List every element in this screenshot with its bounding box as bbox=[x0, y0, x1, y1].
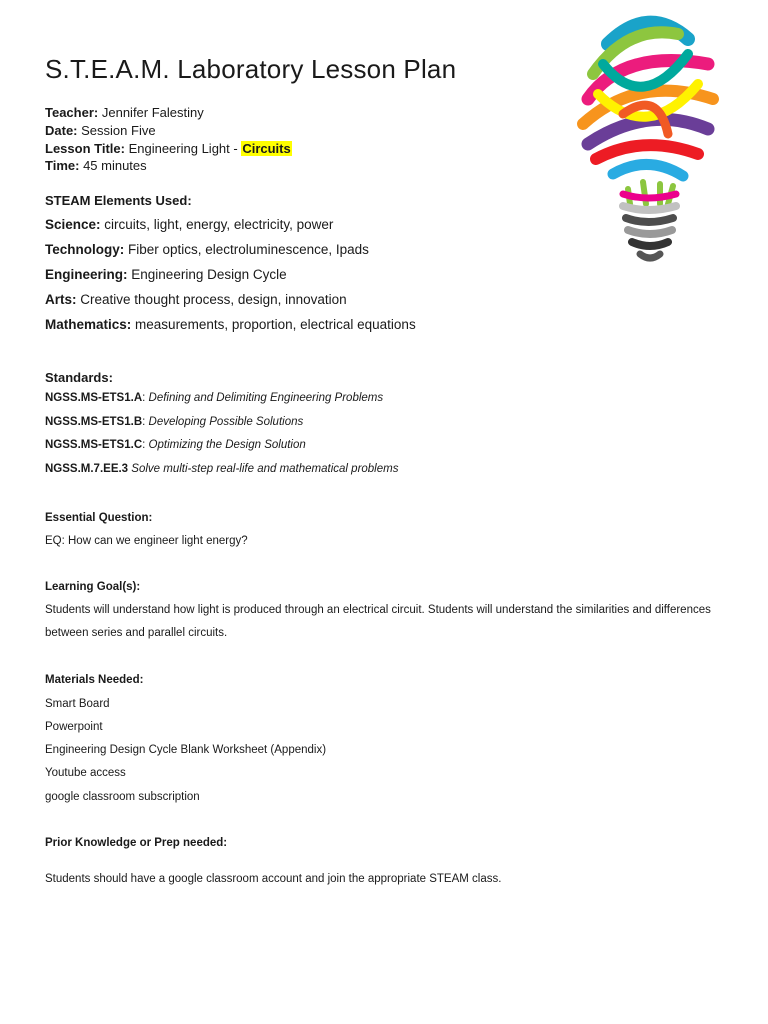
steam-item-arts bbox=[45, 292, 347, 307]
lesson-title-label: Lesson Title: bbox=[45, 141, 125, 156]
steam-item-value: Fiber optics, electroluminescence, Ipads bbox=[128, 242, 369, 257]
essential-question-text: EQ: How can we engineer light energy? bbox=[45, 535, 248, 547]
materials-item: Youtube access bbox=[45, 767, 126, 779]
date-label: Date: bbox=[45, 123, 78, 138]
steam-item-science bbox=[45, 217, 333, 232]
standard-separator: : bbox=[142, 439, 149, 451]
standard-text: Optimizing the Design Solution bbox=[148, 439, 306, 451]
steam-item-value: measurements, proportion, electrical equations bbox=[135, 317, 416, 332]
materials-item: Smart Board bbox=[45, 698, 110, 710]
steam-item-value: Creative thought process, design, innovation bbox=[80, 292, 347, 307]
date-line bbox=[45, 122, 156, 139]
time-label: Time: bbox=[45, 158, 80, 173]
standard-text: Developing Possible Solutions bbox=[148, 416, 304, 428]
materials-heading: Materials Needed: bbox=[45, 674, 144, 686]
time-line bbox=[45, 157, 147, 174]
materials-item: Engineering Design Cycle Blank Worksheet (Appendix) bbox=[45, 744, 327, 756]
standard-text: Solve multi-step real-life and mathematical problems bbox=[131, 463, 399, 475]
steam-item-label: Science: bbox=[45, 217, 101, 232]
light-bulb-icon bbox=[568, 4, 728, 274]
teacher-label: Teacher: bbox=[45, 105, 99, 120]
steam-item-label: Mathematics: bbox=[45, 317, 132, 332]
prior-knowledge-text: Students should have a google classroom account and join the appropriate STEAM class. bbox=[45, 873, 502, 885]
standard-item bbox=[45, 416, 303, 428]
steam-item-label: Arts: bbox=[45, 292, 77, 307]
time-value: 45 minutes bbox=[83, 158, 147, 173]
date-value: Session Five bbox=[81, 123, 156, 138]
standard-separator: : bbox=[142, 416, 149, 428]
steam-item-label: Engineering: bbox=[45, 267, 128, 282]
steam-item-technology bbox=[45, 242, 369, 257]
standards-heading: Standards: bbox=[45, 370, 113, 385]
standard-code: NGSS.M.7.EE.3 bbox=[45, 463, 129, 475]
essential-question-heading: Essential Question: bbox=[45, 512, 153, 524]
steam-item-value: Engineering Design Cycle bbox=[131, 267, 287, 282]
prior-knowledge-heading: Prior Knowledge or Prep needed: bbox=[45, 837, 228, 849]
standard-separator: : bbox=[142, 392, 149, 404]
standard-code: NGSS.MS-ETS1.A bbox=[45, 392, 143, 404]
page-title: S.T.E.A.M. Laboratory Lesson Plan bbox=[45, 54, 457, 84]
standard-item bbox=[45, 392, 383, 404]
learning-goals-text: Students will understand how light is produced through an electrical circuit. Students will understand the similarities and differences between series and parallel circuits. bbox=[45, 604, 711, 639]
steam-item-value: circuits, light, energy, electricity, power bbox=[104, 217, 334, 232]
lesson-title-line bbox=[45, 140, 292, 157]
lesson-title-highlight: Circuits bbox=[242, 141, 291, 156]
materials-item: google classroom subscription bbox=[45, 791, 200, 803]
standard-item bbox=[45, 439, 306, 451]
teacher-line bbox=[45, 104, 204, 121]
standard-code: NGSS.MS-ETS1.B bbox=[45, 416, 143, 428]
steam-item-label: Technology: bbox=[45, 242, 125, 257]
standard-code: NGSS.MS-ETS1.C bbox=[45, 439, 143, 451]
steam-item-mathematics bbox=[45, 317, 416, 332]
steam-item-engineering bbox=[45, 267, 287, 282]
teacher-value: Jennifer Falestiny bbox=[101, 105, 204, 120]
standard-item bbox=[45, 463, 398, 475]
standard-text: Defining and Delimiting Engineering Problems bbox=[148, 392, 384, 404]
steam-heading: STEAM Elements Used: bbox=[45, 193, 192, 208]
materials-item: Powerpoint bbox=[45, 721, 103, 733]
learning-goals-heading: Learning Goal(s): bbox=[45, 581, 141, 593]
lesson-title-value: Engineering Light - bbox=[128, 141, 242, 156]
